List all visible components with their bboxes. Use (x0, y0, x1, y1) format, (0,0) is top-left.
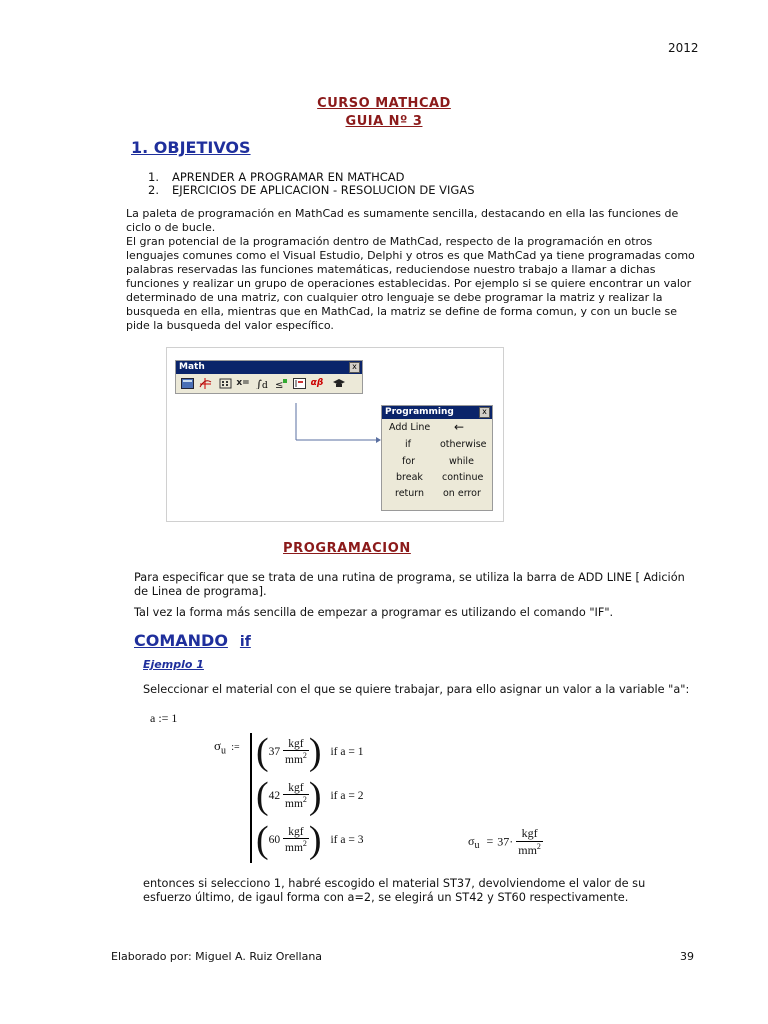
svg-text:d: d (262, 381, 268, 389)
sigma-definition-label: $\sigma_u$ := (214, 738, 240, 757)
calculator-icon[interactable] (180, 378, 194, 390)
case-row-2: (42 $\frac{\text{kgf}}{mm^2}$ ) if a = 2 (256, 775, 364, 817)
programming-icon[interactable] (292, 378, 306, 390)
list-item: 2. EJERCICIOS DE APLICACION - RESOLUCION DE VIGAS (148, 183, 475, 197)
example-text: Seleccionar el material con el que se quiere trabajar, para ello asignar un valor a la variable "a": (143, 683, 690, 696)
programming-toolbar (381, 405, 493, 511)
break-button[interactable]: break (396, 472, 423, 483)
for-button[interactable]: for (402, 456, 416, 467)
programacion-paragraph-2: Tal vez la forma más sencilla de empezar a programar es utilizando el comando "IF". (134, 606, 614, 619)
program-bar (250, 733, 252, 863)
intro-paragraph-1: La paleta de programación en MathCad es sumamente sencilla, destacando en ella las funciones de ciclo o de bucle. (126, 207, 679, 234)
assignment-expression: a := 1 (150, 711, 178, 725)
guide-title: GUIA Nº 3 (345, 114, 423, 129)
case-row-3: (60 $\frac{\text{kgf}}{mm^2}$ ) if a = 3 (256, 819, 364, 861)
greek-icon[interactable]: αβ (310, 378, 324, 388)
programacion-heading: PROGRAMACION (283, 541, 411, 556)
otherwise-button[interactable]: otherwise (440, 439, 487, 450)
while-button[interactable]: while (449, 456, 474, 467)
conclusion-text: entonces si selecciono 1, habré escogido el material ST37, devolviendome el valor de su esfuerzo último, de igaul forma con a=2, se elegirá un ST42 y ST60 respectivamente. (143, 877, 646, 904)
on-error-button[interactable]: on error (443, 488, 481, 499)
svg-text:∫: ∫ (256, 378, 262, 389)
close-icon[interactable]: x (349, 362, 360, 373)
course-title: CURSO MATHCAD (317, 96, 451, 111)
svg-text:≤: ≤ (274, 380, 283, 389)
page-number: 39 (680, 950, 694, 963)
matrix-icon[interactable] (218, 378, 232, 390)
math-toolbar-title: Math (176, 361, 362, 374)
local-assign-button[interactable]: ← (454, 420, 465, 434)
example-label: Ejemplo 1 (143, 658, 204, 671)
evaluation-icon[interactable]: x= (236, 378, 250, 388)
footer-author: Elaborado por: Miguel A. Ruiz Orellana (111, 950, 323, 963)
connector-arrow (290, 403, 382, 443)
objectives-list (148, 171, 475, 197)
programacion-paragraph-1: Para especificar que se trata de una rutina de programa, se utiliza la barra de ADD LINE [ Adición de Linea de programa]. (134, 571, 685, 598)
list-item: 1. APRENDER A PROGRAMAR EN MATHCAD (148, 170, 405, 184)
return-button[interactable]: return (395, 488, 425, 499)
math-toolbar (175, 360, 363, 394)
programming-toolbar-title: Programming (382, 406, 492, 419)
close-icon[interactable]: x (479, 407, 490, 418)
add-line-button[interactable]: Add Line (389, 422, 431, 433)
objectives-heading: 1. OBJETIVOS (131, 138, 251, 157)
sigma-result: $\sigma_u = 37\cdot$ $\frac{\text{kgf}}{mm^2}$ (468, 826, 541, 857)
case-row-1: (37 $\frac{\text{kgf}}{mm^2}$ ) if a = 1 (256, 731, 364, 773)
continue-button[interactable]: continue (442, 472, 484, 483)
intro-paragraph-2: El gran potencial de la programación dentro de MathCad, respecto de la programación en otros lenguajes comunes como el Visual Estudio, Delphi y otros es que MathCad ya tiene programadas como palabras reservadas las funciones matemáticas, reduciendose nuestro trabajo a llamar a dichas funciones y realizar un grupo de operaciones establecidas. Por ejemplo si se quiere encontrar un valor determinado de una matriz, con cualquier otro lenguaje se debe programar la matriz y realizar la busqueda en ella, mientras que en MathCad, la matriz se define de forma comun, y con un bucle se pide la busqueda del valor específico. (126, 235, 695, 332)
header-year: 2012 (668, 41, 699, 55)
comando-heading: COMANDO if (134, 631, 251, 650)
calculus-icon[interactable] (256, 378, 270, 390)
graph-icon[interactable] (198, 378, 212, 390)
graduation-cap-icon[interactable] (332, 378, 346, 390)
if-button[interactable]: if (405, 439, 411, 450)
boolean-icon[interactable] (274, 378, 288, 390)
intro-text (126, 207, 698, 333)
